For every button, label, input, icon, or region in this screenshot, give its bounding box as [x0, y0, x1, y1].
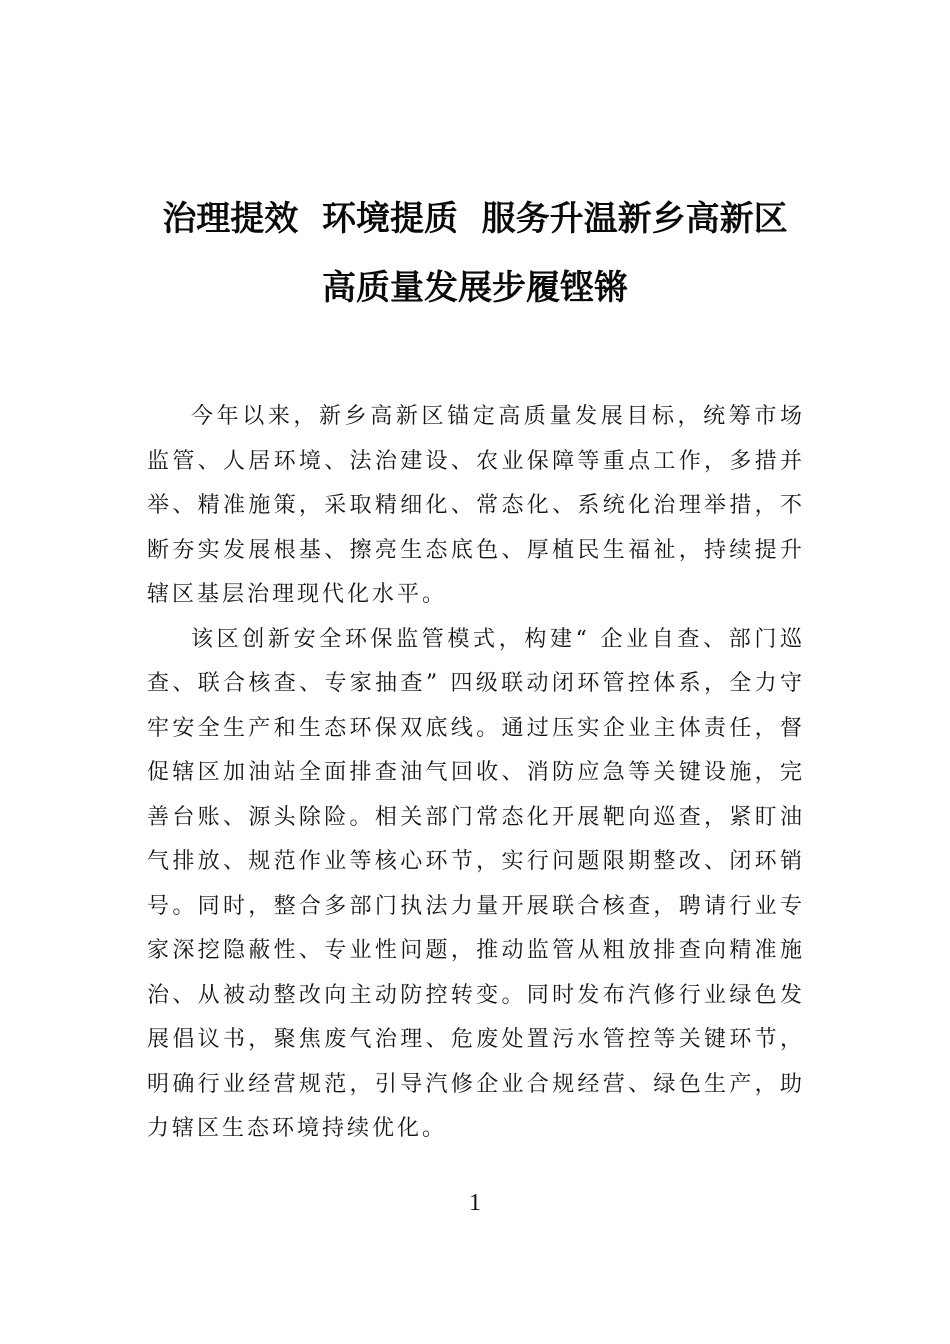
- document-title-line-1: 治理提效 环境提质 服务升温新乡高新区: [162, 199, 788, 239]
- paragraph-2: 该区创新安全环保监管模式，构建“ 企业自查、部门巡查、联合核查、专家抽查” 四级联动闭环管控体系，全力守牢安全生产和生态环保双底线。通过压实企业主体责任，督促辖区加油站全面排查油气回收、消防应急等关键设施，完善台账、源头除险。相关部门常态化开展靶向巡查，紧盯油气排放、规范作业等核心环节，实行问题限期整改、闭环销号。同时，整合多部门执法力量开展联合核查，聘请行业专家深挖隐蔽性、专业性问题，推动监管从粗放排查向精准施治、从被动整改向主动防控转变。同时发布汽修行业绿色发展倡议书，聚焦废气治理、危废处置污水管控等关键环节，明确行业经营规范，引导汽修企业合规经营、绿色生产，助力辖区生态环境持续优化。: [147, 626, 805, 1141]
- document-body: [147, 395, 805, 1152]
- document-title-line-2: 高质量发展步履铿锵: [322, 268, 628, 308]
- page-number: 1: [469, 1190, 481, 1216]
- paragraph-1: 今年以来，新乡高新区锚定高质量发展目标，统筹市场监管、人居环境、法治建设、农业保障等重点工作，多措并举、精准施策，采取精细化、常态化、系统化治理举措，不断夯实发展根基、擦亮生态底色、厚植民生福祉，持续提升辖区基层治理现代化水平。: [147, 404, 805, 607]
